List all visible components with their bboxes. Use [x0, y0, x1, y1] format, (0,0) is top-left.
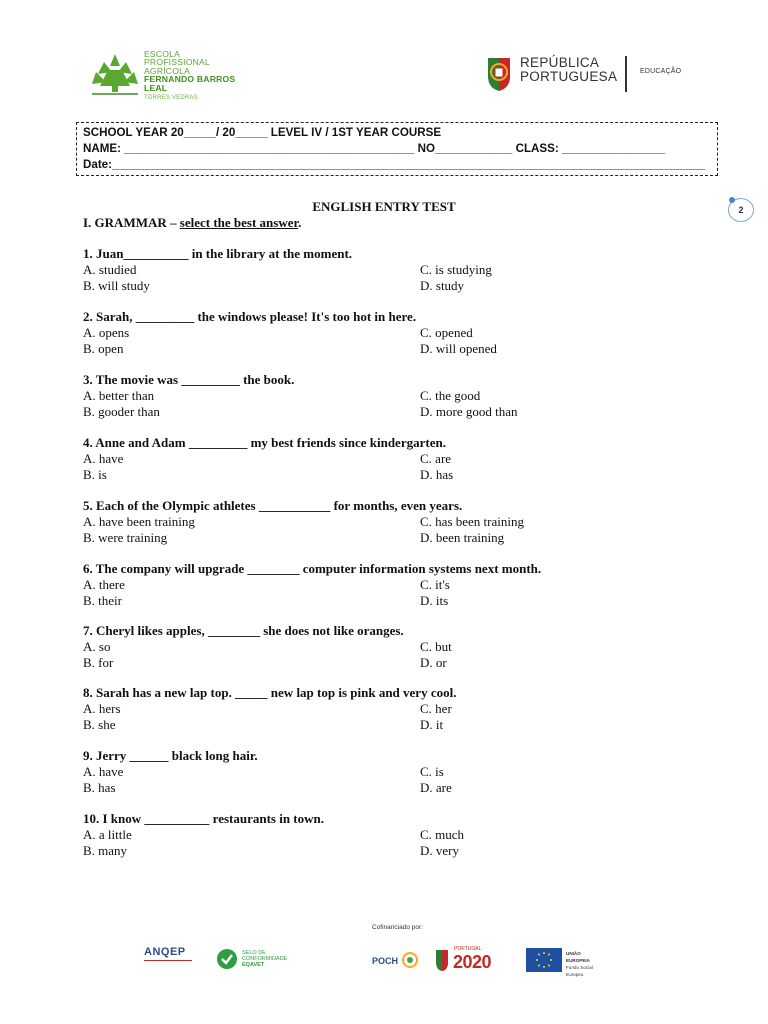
option-c[interactable]: C. but [420, 639, 452, 654]
option-b[interactable]: B. will study [83, 278, 150, 293]
option-c[interactable]: C. it's [420, 577, 450, 592]
option-d[interactable]: D. or [420, 655, 447, 670]
section-suffix: . [298, 215, 302, 230]
question-text: 4. Anne and Adam _________ my best friends since kindergarten. [83, 435, 446, 450]
school-year-row: SCHOOL YEAR 20_____/ 20_____ LEVEL IV / 1ST YEAR COURSE [83, 126, 442, 139]
pt-emblem-icon [434, 948, 450, 972]
eqavet-text [242, 950, 287, 968]
question-5 [83, 498, 703, 545]
school-line: FERNANDO BARROS LEAL [144, 74, 236, 93]
gov-title [520, 56, 617, 84]
student-info-box [76, 122, 718, 176]
republica-portuguesa-logo [484, 52, 684, 96]
option-d[interactable]: D. it [420, 717, 444, 732]
question-3 [83, 372, 703, 419]
coat-of-arms-icon [484, 54, 514, 92]
option-a[interactable]: A. better than [83, 388, 155, 403]
question-text: 9. Jerry ______ black long hair. [83, 748, 258, 763]
option-b[interactable]: B. is [83, 467, 107, 482]
option-a[interactable]: A. have [83, 764, 124, 779]
option-d[interactable]: D. are [420, 780, 452, 795]
gov-line2: PORTUGUESA [520, 69, 618, 84]
anqep-underline [144, 960, 192, 961]
option-b[interactable]: B. their [83, 593, 122, 608]
eu-logo [526, 946, 606, 976]
option-c[interactable]: C. the good [420, 388, 481, 403]
eu-line: UNIÃO EUROPEIA [566, 951, 590, 963]
question-text: 2. Sarah, _________ the windows please! It's too hot in here. [83, 309, 417, 324]
option-b[interactable]: B. gooder than [83, 404, 160, 419]
school-logo [90, 48, 250, 100]
section-prefix: I. GRAMMAR – [83, 215, 180, 230]
option-c[interactable]: C. has been training [420, 514, 524, 529]
option-b[interactable]: B. for [83, 655, 114, 670]
option-b[interactable]: B. she [83, 717, 116, 732]
cofinanced-label: Cofinanciado por: [372, 924, 423, 931]
option-d[interactable]: D. been training [420, 530, 505, 545]
logo-divider [625, 56, 627, 92]
section-instruction: select the best answer [179, 215, 299, 230]
option-c[interactable]: C. opened [420, 325, 473, 340]
question-text: 6. The company will upgrade ________ computer information systems next month. [83, 561, 542, 576]
anqep-text: ANQEP [144, 946, 186, 958]
option-a[interactable]: A. so [83, 639, 111, 654]
option-a[interactable]: A. have been training [83, 514, 195, 529]
option-c[interactable]: C. is [420, 764, 444, 779]
option-a[interactable]: A. opens [83, 325, 130, 340]
portugal-2020-logo [434, 946, 514, 976]
question-7 [83, 623, 703, 670]
option-d[interactable]: D. study [420, 278, 465, 293]
school-line: ESCOLA [144, 49, 181, 59]
option-a[interactable]: A. there [83, 577, 125, 592]
question-4 [83, 435, 703, 482]
pt2020-small: PORTUGAL [454, 946, 482, 952]
question-2 [83, 309, 703, 356]
option-b[interactable]: B. many [83, 843, 128, 858]
school-line: AGRÍCOLA [144, 65, 191, 76]
check-badge-icon [216, 948, 238, 970]
gov-dept: EDUCAÇÃO [640, 68, 682, 75]
question-text: 3. The movie was _________ the book. [83, 372, 295, 387]
option-a[interactable]: A. a little [83, 827, 132, 842]
school-name [144, 50, 250, 102]
option-a[interactable]: A. have [83, 451, 124, 466]
poch-swirl-icon [400, 948, 420, 970]
question-9 [83, 748, 703, 795]
question-text: 10. I know __________ restaurants in town. [83, 811, 325, 826]
eu-line: Fundo Social Europeu [566, 965, 593, 977]
page-number: 2 [738, 205, 744, 215]
option-c[interactable]: C. much [420, 827, 465, 842]
option-c[interactable]: C. are [420, 451, 452, 466]
option-a[interactable]: A. hers [83, 701, 121, 716]
question-text: 8. Sarah has a new lap top. _____ new lap top is pink and very cool. [83, 685, 457, 700]
tree-logo-icon [90, 52, 140, 96]
eu-flag-icon [526, 948, 562, 972]
option-d[interactable]: D. will opened [420, 341, 497, 356]
name-row[interactable]: NAME: _____________________________________________ NO____________ CLASS: ________________ [83, 142, 666, 155]
eqavet-line: SELO DE [242, 950, 266, 956]
test-title: ENGLISH ENTRY TEST [312, 199, 456, 214]
section-title [83, 215, 301, 231]
gov-line1: REPÚBLICA [520, 55, 600, 70]
option-b[interactable]: B. has [83, 780, 116, 795]
question-10 [83, 811, 703, 858]
school-line: PROFISSIONAL [144, 57, 210, 68]
option-c[interactable]: C. is studying [420, 262, 492, 277]
eqavet-line: EQAVET [242, 962, 265, 968]
option-b[interactable]: B. were training [83, 530, 168, 545]
eqavet-line: CONFORMIDADE [242, 956, 288, 962]
question-text: 5. Each of the Olympic athletes ___________ for months, even years. [83, 498, 463, 513]
option-d[interactable]: D. more good than [420, 404, 518, 419]
question-6 [83, 561, 703, 608]
pt2020-text: 2020 [453, 952, 492, 972]
school-location: TORRES VEDRAS [144, 95, 198, 102]
anqep-logo [144, 946, 196, 976]
poch-text: POCH [372, 956, 399, 966]
option-d[interactable]: D. very [420, 843, 459, 858]
question-text: 1. Juan__________ in the library at the moment. [83, 246, 353, 261]
eqavet-logo [216, 946, 296, 976]
option-a[interactable]: A. studied [83, 262, 137, 277]
option-c[interactable]: C. her [420, 701, 452, 716]
option-d[interactable]: D. has [420, 467, 454, 482]
option-b[interactable]: B. open [83, 341, 124, 356]
poch-logo [372, 946, 422, 976]
eu-text [566, 950, 606, 978]
option-d[interactable]: D. its [420, 593, 449, 608]
question-1 [83, 246, 703, 293]
question-8 [83, 685, 703, 732]
question-text: 7. Cheryl likes apples, ________ she does not like oranges. [83, 623, 404, 638]
date-row[interactable]: Date:____________________________________________________________________________________________ [83, 158, 706, 171]
